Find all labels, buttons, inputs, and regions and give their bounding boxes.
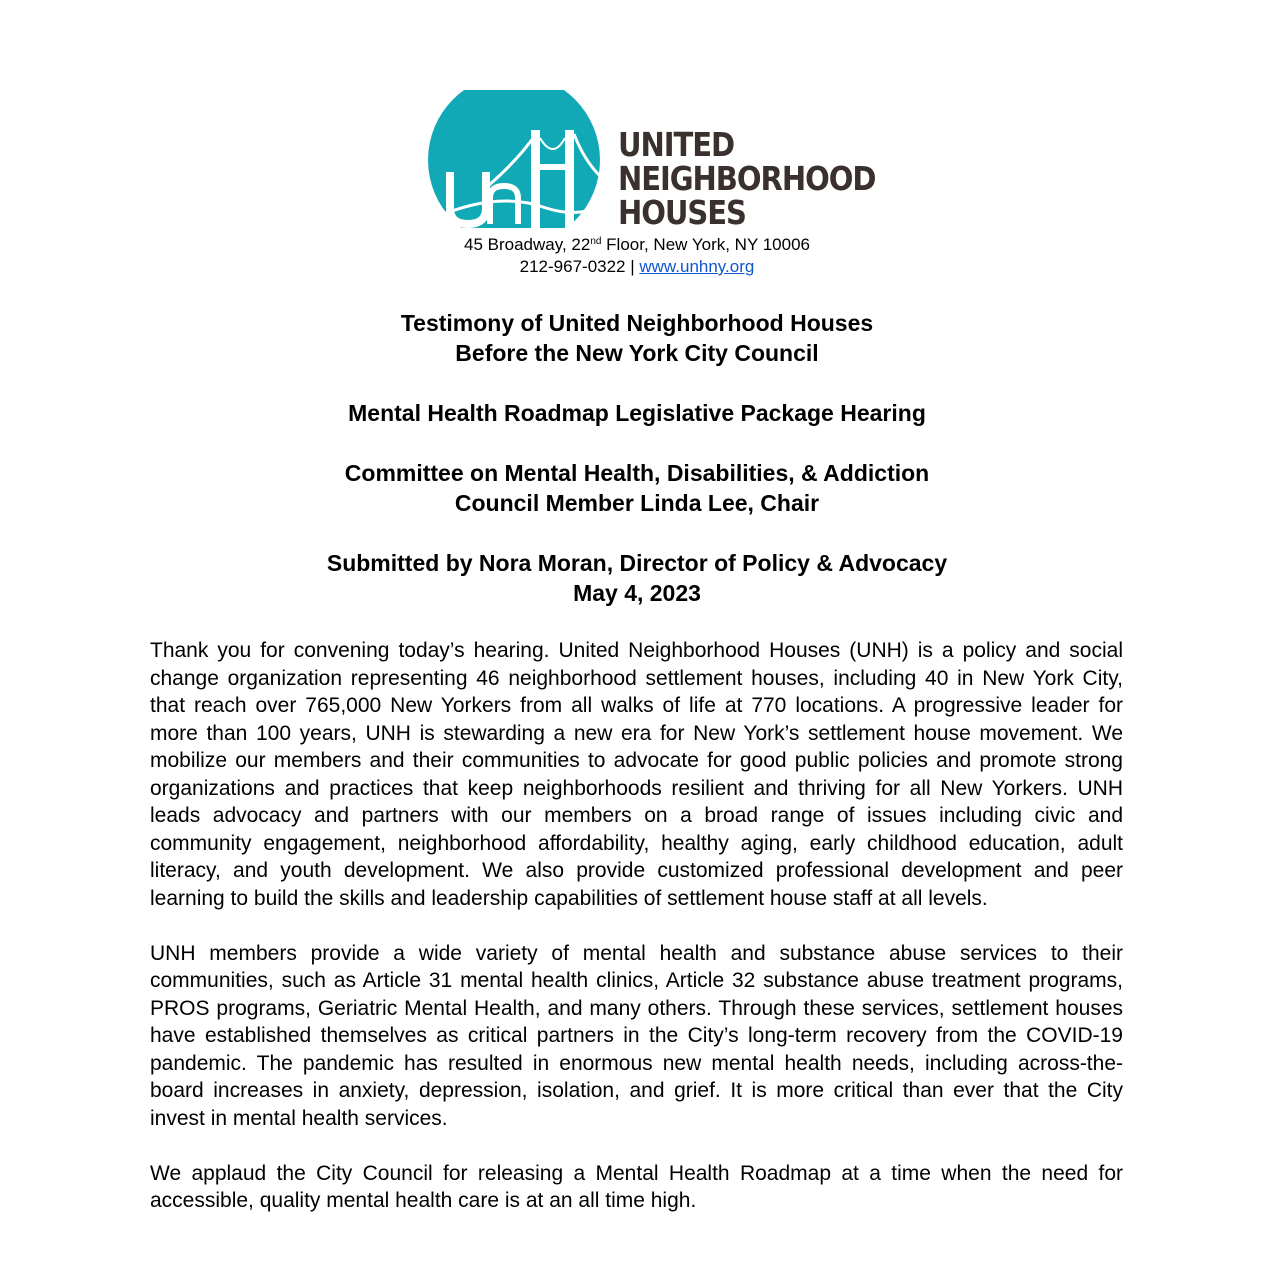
logo-word-1: UNITED — [618, 125, 735, 164]
website-link[interactable]: www.unhny.org — [639, 257, 755, 276]
submitted-by: Submitted by Nora Moran, Director of Policy & Advocacy — [326, 550, 948, 576]
hearing-title: Mental Health Roadmap Legislative Package Hearing — [348, 400, 926, 426]
contact-line — [0, 256, 1274, 278]
phone-number: 212-967-0322 | — [519, 257, 640, 276]
document-date: May 4, 2023 — [573, 580, 701, 606]
title-line: Testimony of United Neighborhood Houses — [400, 310, 874, 336]
body-paragraph: We applaud the City Council for releasing a Mental Health Roadmap at a time when the need for accessible, quality mental health care is at an all time high. — [150, 1161, 1123, 1212]
body-paragraph: Thank you for convening today’s hearing. United Neighborhood Houses (UNH) is a policy and social change organization representing 46 neighborhood settlement houses, including 40 in New York City, that reach over 765,000 New Yorkers from all walks of life at 770 locations. A progressive leader for more than 100 years, UNH is stewarding a new era for New York’s settlement house movement. We mobilize our members and their communities to advocate for good public policies and promote strong organizations and practices that keep neighborhoods resilient and thriving for all New Yorkers. UNH leads advocacy and partners with our members on a broad range of issues including civic and community engagement, neighborhood affordability, healthy aging, early childhood education, adult literacy, and youth development. We also provide customized professional development and peer learning to build the skills and leadership capabilities of settlement house staff at all levels. — [150, 639, 1123, 910]
unh-logo — [428, 90, 876, 232]
committee-name: Committee on Mental Health, Disabilities, & Addiction — [344, 460, 930, 486]
letterhead-address — [0, 234, 1274, 278]
unh-logo-mark — [428, 90, 600, 232]
subtitle-line: Before the New York City Council — [455, 340, 819, 366]
logo-word-2: NEIGHBORHOOD — [618, 159, 876, 198]
body-paragraph: UNH members provide a wide variety of mental health and substance abuse services to their communities, such as Article 31 mental health clinics, Article 32 substance abuse treatment programs, PROS programs, Geriatric Mental Health, and many others. Through these services, settlement houses have established themselves as critical partners in the City’s long-term recovery from the COVID-19 pandemic. The pandemic has resulted in enormous new mental health needs, including across-the-board increases in anxiety, depression, isolation, and grief. It is more critical than ever that the City invest in mental health services. — [150, 941, 1123, 1130]
document-body — [150, 637, 1123, 1242]
logo-word-3: HOUSES — [618, 193, 746, 232]
street-address: 45 Broadway, 22nd Floor, New York, NY 10006 — [464, 235, 810, 254]
committee-chair: Council Member Linda Lee, Chair — [454, 490, 820, 516]
logo-wordmark — [618, 125, 876, 232]
title-block — [0, 308, 1274, 608]
